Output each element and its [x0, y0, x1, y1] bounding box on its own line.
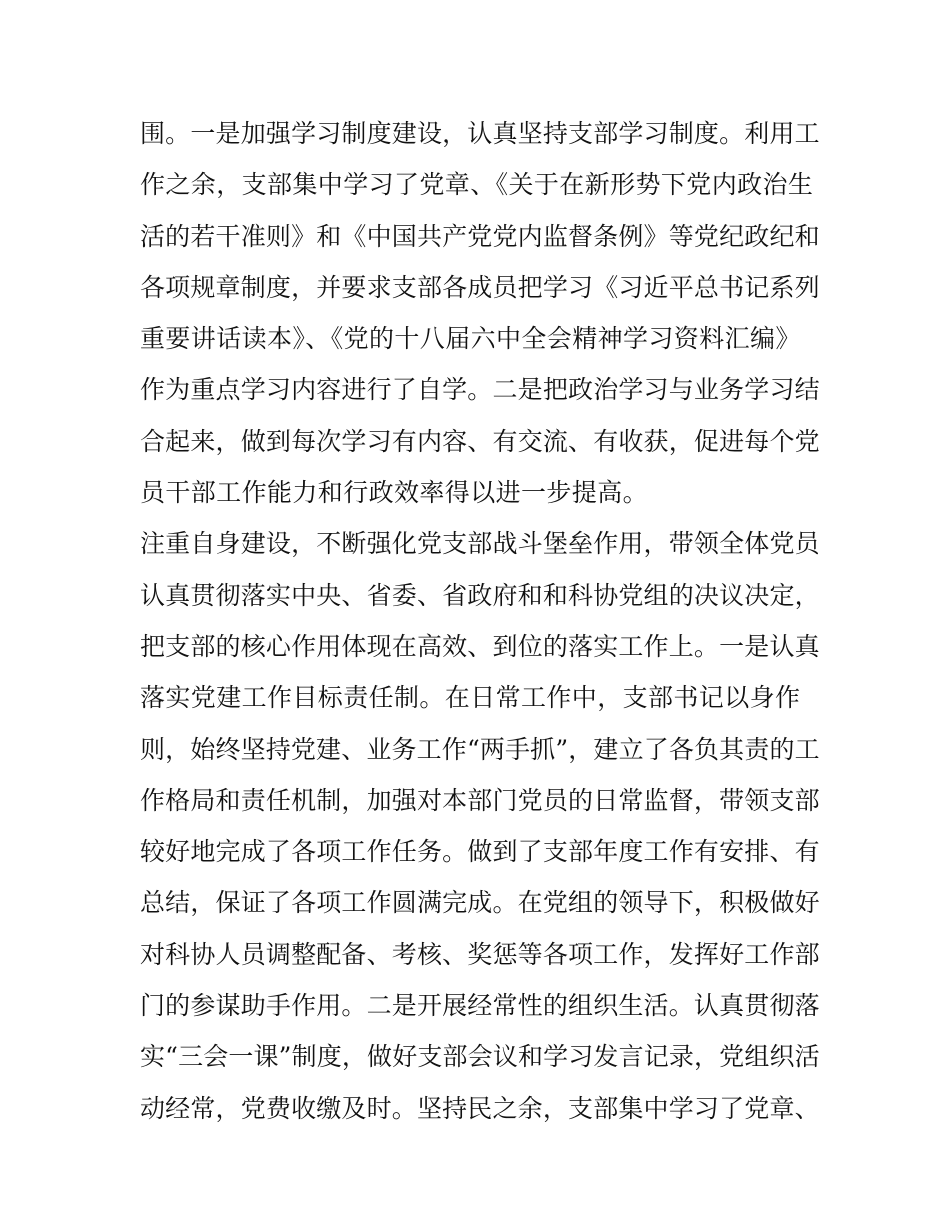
text-line: 注重自身建设，不断强化党支部战斗堡垒作用，带领全体党员: [140, 529, 820, 559]
text-line: 动经常，党费收缴及时。坚持民之余，支部集中学习了党章、: [140, 1093, 820, 1123]
text-line: 各项规章制度，并要求支部各成员把学习《习近平总书记系列: [140, 272, 820, 302]
text-line: 把支部的核心作用体现在高效、到位的落实工作上。一是认真: [140, 631, 820, 661]
body-text: [140, 108, 820, 1134]
text-line: 较好地完成了各项工作任务。做到了支部年度工作有安排、有: [140, 837, 820, 867]
text-line: 认真贯彻落实中央、省委、省政府和和科协党组的决议决定，: [140, 580, 820, 610]
text-line: 落实党建工作目标责任制。在日常工作中，支部书记以身作: [140, 683, 801, 713]
text-line: 则，始终坚持党建、业务工作“两手抓”，建立了各负其责的工: [140, 734, 820, 764]
text-line: 门的参谋助手作用。二是开展经常性的组织生活。认真贯彻落: [140, 991, 820, 1021]
text-line: 活的若干准则》和《中国共产党党内监督条例》等党纪政纪和: [140, 221, 820, 251]
text-line: 围。一是加强学习制度建设，认真坚持支部学习制度。利用工: [140, 119, 820, 148]
text-line: 员干部工作能力和行政效率得以进一步提高。: [140, 478, 649, 508]
text-line: 作格局和责任机制，加强对本部门党员的日常监督，带领支部: [140, 785, 820, 815]
text-line: 作为重点学习内容进行了自学。二是把政治学习与业务学习结: [140, 375, 820, 405]
text-line: 作之余，支部集中学习了党章、《关于在新形势下党内政治生: [140, 170, 814, 200]
text-line: 合起来，做到每次学习有内容、有交流、有收获，促进每个党: [140, 426, 820, 456]
text-line: 对科协人员调整配备、考核、奖惩等各项工作，发挥好工作部: [140, 939, 820, 969]
text-line: 实“三会一课”制度，做好支部会议和学习发言记录，党组织活: [140, 1042, 820, 1072]
text-line: 重要讲话读本》、《党的十八届六中全会精神学习资料汇编》: [140, 324, 801, 354]
text-line: 总结，保证了各项工作圆满完成。在党组的领导下，积极做好: [140, 888, 820, 918]
